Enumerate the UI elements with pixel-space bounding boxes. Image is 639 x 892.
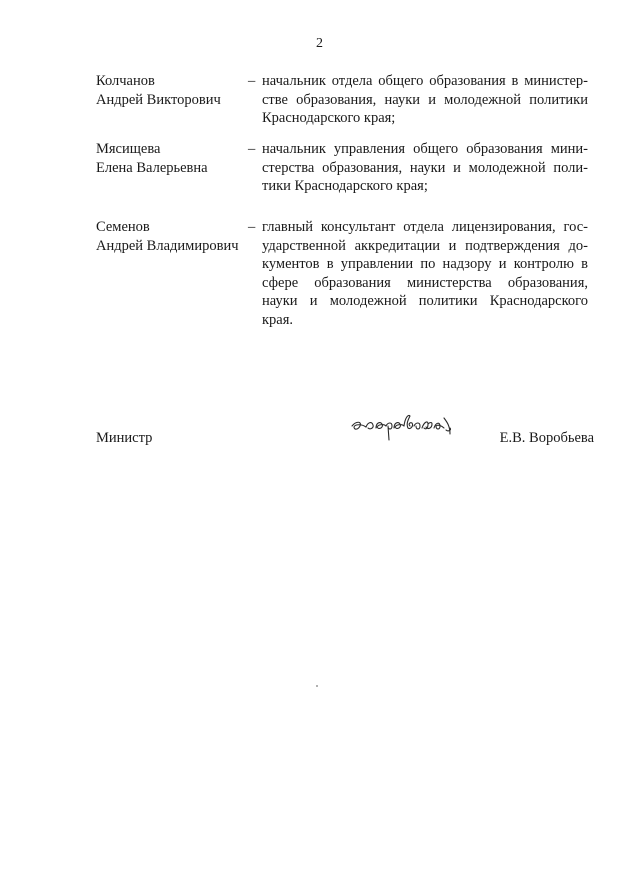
dash-separator: – xyxy=(248,219,256,235)
member-given-names: Андрей Владимирович xyxy=(96,237,239,254)
member-description: начальник отдела общего образования в министерстве образования, науки и молодежной политики Краснодарского края; xyxy=(262,73,588,126)
handwritten-signature xyxy=(346,408,486,448)
dash-separator: – xyxy=(248,73,256,89)
member-surname: Колчанов xyxy=(96,73,155,89)
signatory-name: Е.В. Воробьева xyxy=(499,430,594,446)
member-surname: Семенов xyxy=(96,219,150,235)
page-number: 2 xyxy=(316,36,323,51)
member-name xyxy=(96,72,246,109)
signatory-position: Министр xyxy=(96,430,153,446)
member-description: начальник управления общего образования министерства образования, науки и молодежной политики Краснодарского края; xyxy=(262,141,588,194)
member-name xyxy=(96,140,246,177)
member-surname: Мясищева xyxy=(96,141,161,157)
scan-speck xyxy=(316,685,318,687)
member-given-names: Андрей Викторович xyxy=(96,91,221,108)
dash-separator: – xyxy=(248,141,256,157)
signature-block xyxy=(96,408,594,458)
member-given-names: Елена Валерьевна xyxy=(96,159,208,176)
member-name xyxy=(96,218,246,255)
member-description: главный консультант отдела лицензирования, государственной аккредитации и подтверждения документов в управлении по надзору и контролю в сфере образования министерства образования, науки и молодежной политики Краснодарского края. xyxy=(262,219,588,328)
